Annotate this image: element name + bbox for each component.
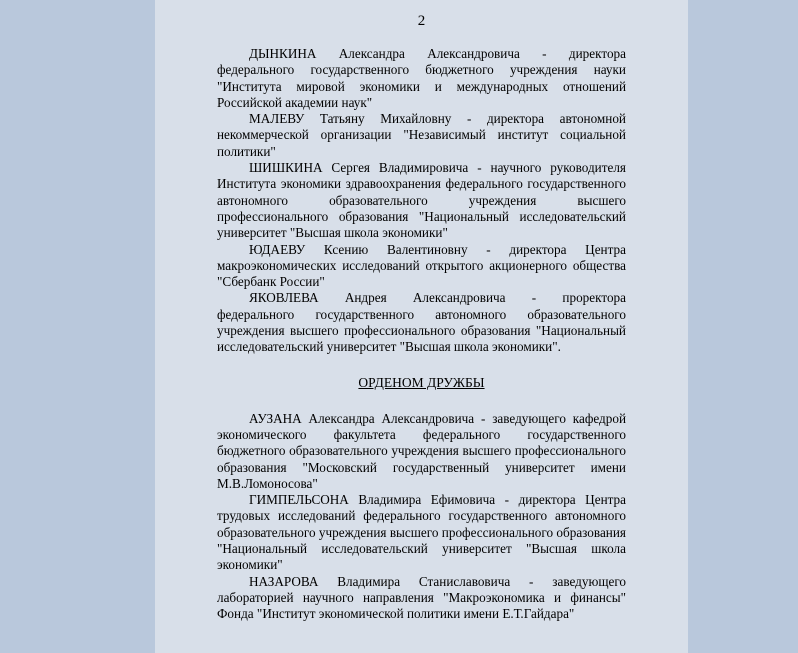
page-number: 2 [417, 13, 426, 29]
paragraph-shishkin [217, 160, 626, 241]
paragraph-first-line: ШИШКИНА Сергея Владимировича - научного руководителя [249, 160, 626, 176]
paragraph-gimpelson [217, 492, 626, 573]
paragraph-yudaeva [217, 242, 626, 291]
paragraph-text: трудовых исследований федерального государственного автономного образовательного учреждения высшего профессионального образования "Национальный исследовательский университет "Высшая школа экономики" [217, 508, 626, 573]
paragraph-text: макроэкономических исследований открытого акционерного общества "Сбербанк России" [217, 257, 626, 290]
paragraph-first-line: МАЛЕВУ Татьяну Михайловну - директора автономной [249, 111, 626, 127]
paragraph-first-line: ЯКОВЛЕВА Андрея Александровича - проректора [249, 290, 626, 306]
paragraph-text: лабораторией научного направления "Макроэкономика и финансы" Фонда "Институт экономической политики имени Е.Т.Гайдара" [217, 589, 626, 622]
paragraph-dynkin [217, 46, 626, 111]
paragraph-auzan [217, 411, 626, 492]
paragraph-first-line: ГИМПЕЛЬСОНА Владимира Ефимовича - директора Центра [249, 492, 626, 508]
paragraph-text: некоммерческой организации "Независимый институт социальной политики" [217, 127, 626, 159]
paragraph-first-line: ДЫНКИНА Александра Александровича - директора [249, 46, 626, 61]
section-heading: ОРДЕНОМ ДРУЖБЫ [358, 374, 485, 390]
paragraph-text: федерального государственного бюджетного учреждения науки "Института мировой экономики и международных отношений Российской академии наук" [217, 62, 626, 110]
paragraph-text: федерального государственного автономного образовательного учреждения высшего профессионального образования "Национальный исследовательский университет "Высшая школа экономики". [217, 306, 626, 355]
paragraph-first-line: АУЗАНА Александра Александровича - заведующего кафедрой [249, 410, 626, 426]
paragraph-text: экономического факультета федерального государственного бюджетного образовательного учреждения высшего профессионального образования "Московский государственный университет имени М.В.Ломоносова" [217, 426, 626, 491]
paragraph-maleva [217, 111, 626, 160]
paragraph-nazarov [217, 574, 626, 623]
document-page [155, 0, 688, 653]
paragraph-first-line: ЮДАЕВУ Ксению Валентиновну - директора Центра [249, 241, 626, 257]
paragraph-text: Института экономики здравоохранения федерального государственного автономного образовательного учреждения высшего профессионального образования "Национальный исследовательский университет "Высшая школа экономики" [217, 176, 626, 241]
paragraph-first-line: НАЗАРОВА Владимира Станиславовича - заведующего [249, 573, 626, 589]
document-body [217, 46, 626, 623]
paragraph-yakovlev [217, 290, 626, 355]
